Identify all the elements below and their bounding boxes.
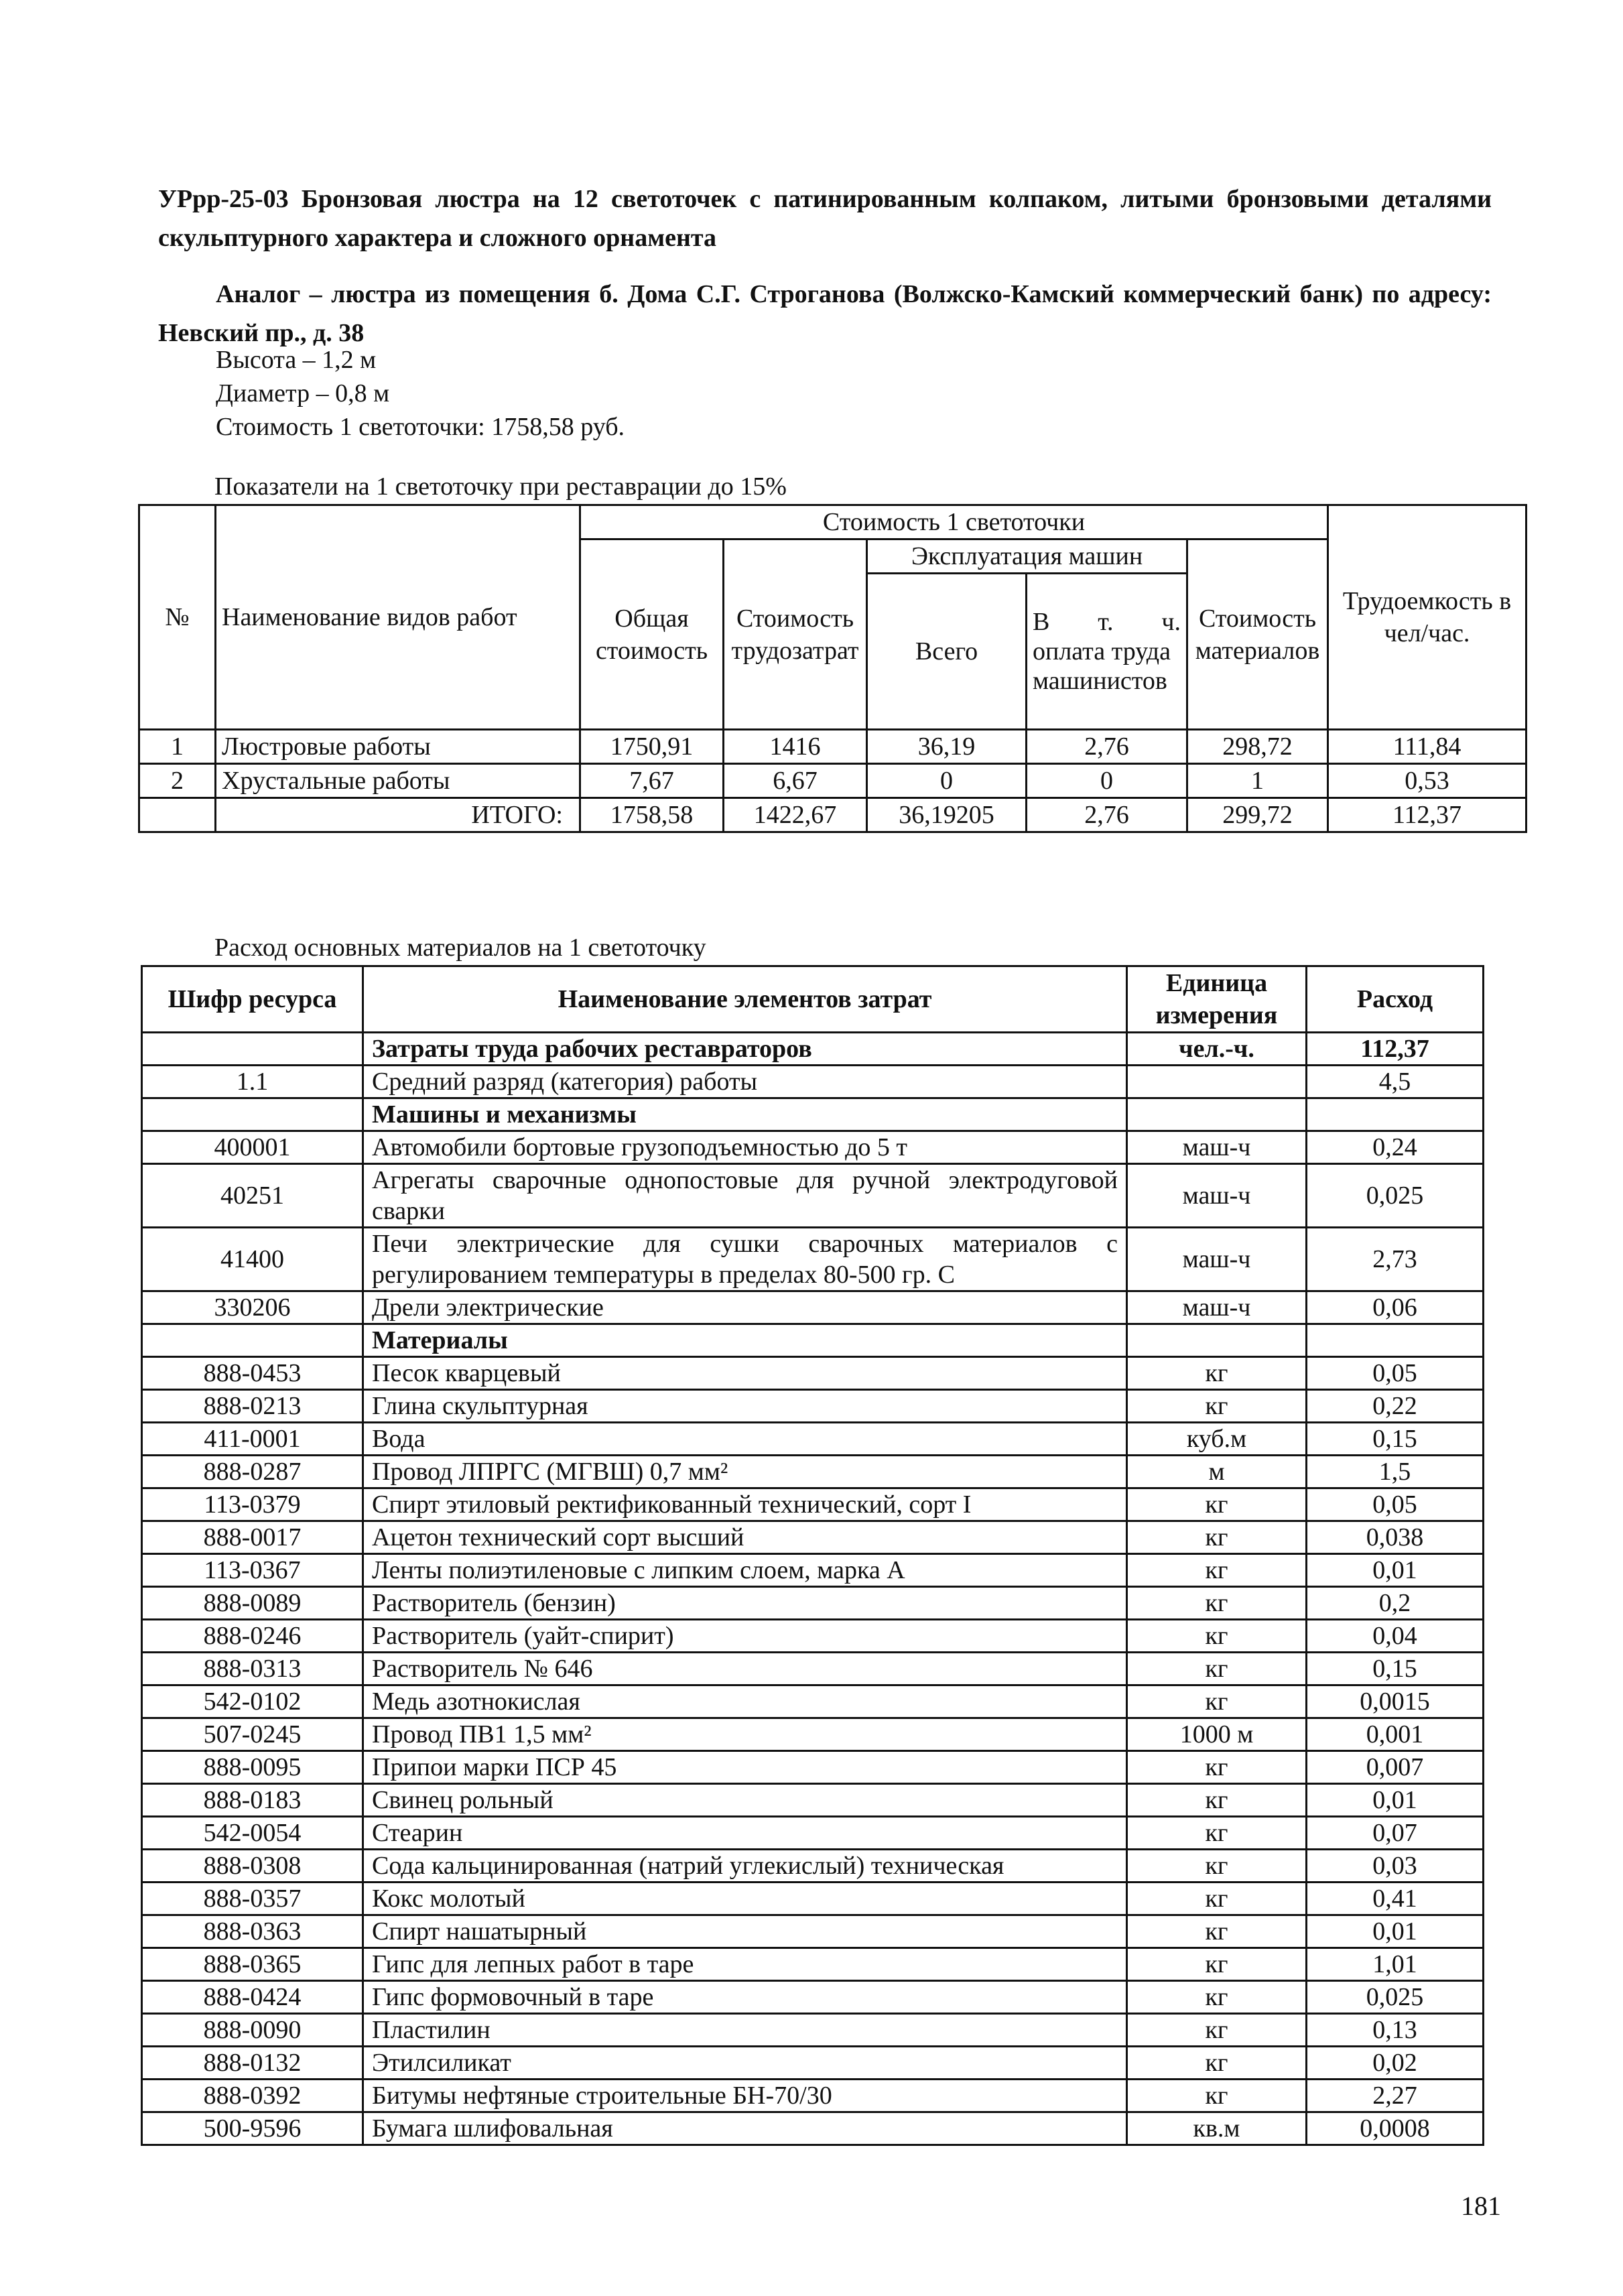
- resource-code: 113-0379: [142, 1488, 363, 1521]
- usage: 0,01: [1307, 1784, 1484, 1817]
- table-row: [142, 1521, 1484, 1554]
- table-row: [142, 1554, 1484, 1587]
- unit: куб.м: [1127, 1423, 1307, 1456]
- table-row: [142, 2080, 1484, 2112]
- table-row: [142, 1817, 1484, 1850]
- cost-element-name: Стеарин: [363, 1817, 1127, 1850]
- total-intensity: 112,37: [1328, 798, 1527, 832]
- row-incl: 2,76: [1027, 730, 1187, 764]
- row-machines-all: 36,19: [867, 730, 1027, 764]
- materials-table-body: [142, 1033, 1484, 2145]
- table-row: [142, 1066, 1484, 1098]
- cost-element-name: Дрели электрические: [363, 1291, 1127, 1324]
- table-row: [142, 2112, 1484, 2145]
- row-name: Хрустальные работы: [216, 764, 580, 798]
- unit: кг: [1127, 1390, 1307, 1423]
- table-row: [142, 1456, 1484, 1488]
- unit: кг: [1127, 1554, 1307, 1587]
- unit: кг: [1127, 1850, 1307, 1883]
- cost-element-name: Агрегаты сварочные однопостовые для ручной электродуговой сварки: [363, 1164, 1127, 1228]
- cost-element-name: Бумага шлифовальная: [363, 2112, 1127, 2145]
- table-row: [142, 1718, 1484, 1751]
- resource-code: 507-0245: [142, 1718, 363, 1751]
- cost-element-name: Глина скульптурная: [363, 1390, 1127, 1423]
- resource-code: 1.1: [142, 1066, 363, 1098]
- total-label: ИТОГО:: [216, 798, 580, 832]
- unit: кв.м: [1127, 2112, 1307, 2145]
- resource-code: 888-0453: [142, 1357, 363, 1390]
- header-unit: Единица измерения: [1127, 966, 1307, 1033]
- table-row: [142, 1620, 1484, 1653]
- usage: 0,03: [1307, 1850, 1484, 1883]
- unit: маш-ч: [1127, 1228, 1307, 1291]
- unit: кг: [1127, 2047, 1307, 2080]
- usage: [1307, 1324, 1484, 1357]
- unit: кг: [1127, 2080, 1307, 2112]
- usage: 0,22: [1307, 1390, 1484, 1423]
- usage: 0,24: [1307, 1131, 1484, 1164]
- table-row: [142, 1685, 1484, 1718]
- unit: кг: [1127, 2014, 1307, 2047]
- resource-code: 41400: [142, 1228, 363, 1291]
- usage: 112,37: [1307, 1033, 1484, 1066]
- table-row: [139, 730, 1527, 764]
- resource-code: [142, 1033, 363, 1066]
- header-usage: Расход: [1307, 966, 1484, 1033]
- cost-element-name: Автомобили бортовые грузоподъемностью до 5 т: [363, 1131, 1127, 1164]
- unit: кг: [1127, 1620, 1307, 1653]
- row-name: Люстровые работы: [216, 730, 580, 764]
- total-labor: 1422,67: [724, 798, 867, 832]
- row-total: 7,67: [580, 764, 724, 798]
- unit: 1000 м: [1127, 1718, 1307, 1751]
- cost-element-name: Спирт этиловый ректификованный технический, сорт I: [363, 1488, 1127, 1521]
- row-intensity: 111,84: [1328, 730, 1527, 764]
- incl-part-c: ч.: [1161, 608, 1181, 636]
- cost-element-name: Пластилин: [363, 2014, 1127, 2047]
- cost-element-name: Печи электрические для сушки сварочных материалов с регулированием температуры в пределах 80-500 гр. С: [363, 1228, 1127, 1291]
- unit: [1127, 1324, 1307, 1357]
- unit: кг: [1127, 1784, 1307, 1817]
- row-machines-all: 0: [867, 764, 1027, 798]
- header-labor-cost: Стоимость трудозатрат: [724, 539, 867, 730]
- header-machines-group: Эксплуатация машин: [867, 539, 1187, 574]
- row-intensity: 0,53: [1328, 764, 1527, 798]
- row-materials: 1: [1187, 764, 1328, 798]
- cost-element-name: Растворитель (уайт-спирит): [363, 1620, 1127, 1653]
- usage: 0,038: [1307, 1521, 1484, 1554]
- cost-element-name: Битумы нефтяные строительные БН-70/30: [363, 2080, 1127, 2112]
- header-machines-all: Всего: [867, 574, 1027, 730]
- usage: 0,05: [1307, 1488, 1484, 1521]
- resource-code: 888-0095: [142, 1751, 363, 1784]
- table-row: [142, 1131, 1484, 1164]
- resource-code: 542-0102: [142, 1685, 363, 1718]
- incl-part-a: В: [1033, 608, 1050, 636]
- total-incl: 2,76: [1027, 798, 1187, 832]
- unit: кг: [1127, 1817, 1307, 1850]
- cost-element-name: Гипс формовочный в таре: [363, 1981, 1127, 2014]
- table-row: [142, 1850, 1484, 1883]
- resource-code: 888-0213: [142, 1390, 363, 1423]
- cost-element-name: Провод ЛПРГС (МГВШ) 0,7 мм²: [363, 1456, 1127, 1488]
- usage: 0,07: [1307, 1817, 1484, 1850]
- resource-code: 411-0001: [142, 1423, 363, 1456]
- resource-code: 888-0246: [142, 1620, 363, 1653]
- indicators-table: [138, 504, 1527, 833]
- unit: чел.-ч.: [1127, 1033, 1307, 1066]
- cost-element-name: Средний разряд (категория) работы: [363, 1066, 1127, 1098]
- row-labor: 1416: [724, 730, 867, 764]
- usage: 0,41: [1307, 1883, 1484, 1915]
- section-row: [142, 1033, 1484, 1066]
- resource-code: 40251: [142, 1164, 363, 1228]
- cost-element-name: Медь азотнокислая: [363, 1685, 1127, 1718]
- cost-element-name: Растворитель (бензин): [363, 1587, 1127, 1620]
- resource-code: 888-0392: [142, 2080, 363, 2112]
- resource-code: 888-0132: [142, 2047, 363, 2080]
- param-diameter: Диаметр – 0,8 м: [216, 379, 390, 407]
- resource-code: 888-0090: [142, 2014, 363, 2047]
- table2-caption: Расход основных материалов на 1 светоточку: [214, 934, 706, 962]
- cost-element-name: Ленты полиэтиленовые с липким слоем, марка А: [363, 1554, 1127, 1587]
- row-incl: 0: [1027, 764, 1187, 798]
- unit: [1127, 1098, 1307, 1131]
- usage: 2,73: [1307, 1228, 1484, 1291]
- resource-code: 888-0313: [142, 1653, 363, 1685]
- header-cost-group: Стоимость 1 светоточки: [580, 505, 1328, 539]
- usage: 0,13: [1307, 2014, 1484, 2047]
- table-row: [142, 1390, 1484, 1423]
- resource-code: 888-0308: [142, 1850, 363, 1883]
- resource-code: 888-0357: [142, 1883, 363, 1915]
- unit: кг: [1127, 1653, 1307, 1685]
- incl-abbreviation: [1033, 607, 1181, 637]
- unit: кг: [1127, 1488, 1307, 1521]
- cost-element-name: Провод ПВ1 1,5 мм²: [363, 1718, 1127, 1751]
- resource-code: 400001: [142, 1131, 363, 1164]
- resource-code: 113-0367: [142, 1554, 363, 1587]
- incl-rest: оплата труда машинистов: [1033, 637, 1171, 695]
- table-row: [142, 1784, 1484, 1817]
- table-row: [142, 1915, 1484, 1948]
- param-cost: Стоимость 1 светоточки: 1758,58 руб.: [216, 413, 625, 441]
- cost-element-name: Песок кварцевый: [363, 1357, 1127, 1390]
- table-row: [142, 1981, 1484, 2014]
- cost-element-name: Спирт нашатырный: [363, 1915, 1127, 1948]
- unit: кг: [1127, 1915, 1307, 1948]
- unit: кг: [1127, 1357, 1307, 1390]
- usage: 0,2: [1307, 1587, 1484, 1620]
- header-work-name: Наименование видов работ: [216, 505, 580, 730]
- header-labor-intensity: Трудоемкость в чел/час.: [1328, 505, 1527, 730]
- unit: кг: [1127, 1883, 1307, 1915]
- total-materials: 299,72: [1187, 798, 1328, 832]
- unit: м: [1127, 1456, 1307, 1488]
- unit: кг: [1127, 1685, 1307, 1718]
- usage: 0,05: [1307, 1357, 1484, 1390]
- table-row: [142, 1423, 1484, 1456]
- usage: 2,27: [1307, 2080, 1484, 2112]
- resource-code: 888-0183: [142, 1784, 363, 1817]
- table-row: [142, 1357, 1484, 1390]
- header-cost-element-name: Наименование элементов затрат: [363, 966, 1127, 1033]
- table1-caption: Показатели на 1 светоточку при реставрации до 15%: [214, 472, 787, 501]
- resource-code: 500-9596: [142, 2112, 363, 2145]
- unit: кг: [1127, 1587, 1307, 1620]
- row-total: 1750,91: [580, 730, 724, 764]
- header-materials-cost: Стоимость материалов: [1187, 539, 1328, 730]
- unit: [1127, 1066, 1307, 1098]
- resource-code: 888-0363: [142, 1915, 363, 1948]
- table-row: [142, 1653, 1484, 1685]
- cost-element-name: Этилсиликат: [363, 2047, 1127, 2080]
- usage: 4,5: [1307, 1066, 1484, 1098]
- cost-element-name: Ацетон технический сорт высший: [363, 1521, 1127, 1554]
- resource-code: 330206: [142, 1291, 363, 1324]
- resource-code: 888-0365: [142, 1948, 363, 1981]
- row-materials: 298,72: [1187, 730, 1328, 764]
- page-number: 181: [1461, 2191, 1501, 2221]
- total-num-empty: [139, 798, 216, 832]
- table-row: [139, 764, 1527, 798]
- usage: 0,0008: [1307, 2112, 1484, 2145]
- table-row: [142, 1291, 1484, 1324]
- row-num: 1: [139, 730, 216, 764]
- header-num: №: [139, 505, 216, 730]
- total-machines-all: 36,19205: [867, 798, 1027, 832]
- table-row: [142, 1948, 1484, 1981]
- section-row: [142, 1324, 1484, 1357]
- cost-element-name: Гипс для лепных работ в таре: [363, 1948, 1127, 1981]
- incl-part-b: т.: [1098, 608, 1114, 636]
- table-row: [142, 1883, 1484, 1915]
- usage: 0,025: [1307, 1981, 1484, 2014]
- cost-element-name: Припои марки ПСР 45: [363, 1751, 1127, 1784]
- row-labor: 6,67: [724, 764, 867, 798]
- usage: 0,02: [1307, 2047, 1484, 2080]
- table-row: [142, 1164, 1484, 1228]
- unit: кг: [1127, 1751, 1307, 1784]
- usage: 0,01: [1307, 1915, 1484, 1948]
- table-row: [142, 1587, 1484, 1620]
- table-row: [142, 2047, 1484, 2080]
- section-row: [142, 1098, 1484, 1131]
- cost-element-name: Сода кальцинированная (натрий углекислый) техническая: [363, 1850, 1127, 1883]
- cost-element-name: Материалы: [363, 1324, 1127, 1357]
- usage: 0,025: [1307, 1164, 1484, 1228]
- cost-element-name: Машины и механизмы: [363, 1098, 1127, 1131]
- row-num: 2: [139, 764, 216, 798]
- header-incl-operator-pay: [1027, 574, 1187, 730]
- unit: кг: [1127, 1948, 1307, 1981]
- usage: 0,01: [1307, 1554, 1484, 1587]
- resource-code: 888-0287: [142, 1456, 363, 1488]
- header-total-cost: Общая стоимость: [580, 539, 724, 730]
- unit: маш-ч: [1127, 1131, 1307, 1164]
- usage: 0,007: [1307, 1751, 1484, 1784]
- usage: 1,5: [1307, 1456, 1484, 1488]
- page-title: УРрр-25-03 Бронзовая люстра на 12 светоточек с патинированным колпаком, литыми бронзовыми деталями скульптурного характера и сложного орнамента: [158, 185, 1492, 252]
- usage: 0,04: [1307, 1620, 1484, 1653]
- usage: 0,15: [1307, 1423, 1484, 1456]
- cost-element-name: Затраты труда рабочих реставраторов: [363, 1033, 1127, 1066]
- param-height: Высота – 1,2 м: [216, 346, 377, 374]
- resource-code: 888-0089: [142, 1587, 363, 1620]
- usage: 0,001: [1307, 1718, 1484, 1751]
- total-total: 1758,58: [580, 798, 724, 832]
- table-row: [142, 2014, 1484, 2047]
- usage: [1307, 1098, 1484, 1131]
- table-row: [142, 1488, 1484, 1521]
- unit: маш-ч: [1127, 1291, 1307, 1324]
- usage: 0,06: [1307, 1291, 1484, 1324]
- analog-description: Аналог – люстра из помещения б. Дома С.Г. Строганова (Волжско-Камский коммерческий банк) по адресу: Невский пр., д. 38: [158, 280, 1492, 347]
- unit: кг: [1127, 1521, 1307, 1554]
- unit: кг: [1127, 1981, 1307, 2014]
- resource-code: 888-0017: [142, 1521, 363, 1554]
- resource-code: 542-0054: [142, 1817, 363, 1850]
- usage: 1,01: [1307, 1948, 1484, 1981]
- usage: 0,15: [1307, 1653, 1484, 1685]
- cost-element-name: Растворитель № 646: [363, 1653, 1127, 1685]
- resource-code: [142, 1098, 363, 1131]
- materials-table: [141, 965, 1484, 2146]
- cost-element-name: Кокс молотый: [363, 1883, 1127, 1915]
- total-row: [139, 798, 1527, 832]
- resource-code: [142, 1324, 363, 1357]
- cost-element-name: Вода: [363, 1423, 1127, 1456]
- header-resource-code: Шифр ресурса: [142, 966, 363, 1033]
- resource-code: 888-0424: [142, 1981, 363, 2014]
- cost-element-name: Свинец рольный: [363, 1784, 1127, 1817]
- table-row: [142, 1228, 1484, 1291]
- usage: 0,0015: [1307, 1685, 1484, 1718]
- table-row: [142, 1751, 1484, 1784]
- unit: маш-ч: [1127, 1164, 1307, 1228]
